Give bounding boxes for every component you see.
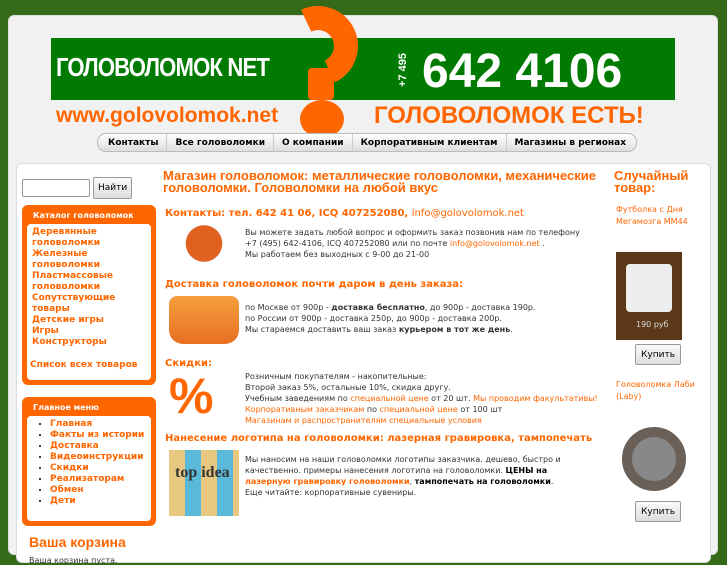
all-products-link[interactable]: Список всех товаров (30, 360, 138, 370)
product-link[interactable]: Футболка с Дня Мегамозга ММ44 (616, 205, 688, 226)
laser-engraving-link[interactable]: лазерную гравировку головоломки (245, 477, 410, 486)
contacts-line: +7 (495) 642-4106, ICQ 407252080 или по почте info@golovolomok.net . (245, 239, 545, 248)
search-input[interactable] (22, 179, 90, 197)
discount-text-part: от 100 шт (457, 405, 503, 414)
laby-puzzle-image[interactable] (622, 427, 686, 491)
catalog-item[interactable]: Сопутствующие товары (32, 293, 116, 314)
corporate-link[interactable]: Корпоративным заказчикам (245, 405, 365, 414)
product-price: 190 руб (636, 320, 669, 329)
prices-label: ЦЕНЫ на (505, 466, 548, 475)
telephone-image (169, 221, 239, 271)
delivery-text-part: Мы стараемся доставить ваш заказ (245, 325, 399, 334)
cart (22, 534, 156, 565)
discount-text-part: по (364, 405, 380, 414)
courier-same-day: курьером в тот же день (398, 325, 511, 334)
contacts-section (163, 219, 603, 279)
delivery-heading: Доставка головоломок почти даром в день заказа: (165, 279, 464, 290)
page-title: Магазин головоломок: металлические головоломки, механические головоломки. Головоломки на любой вкус (163, 168, 596, 195)
buy-button[interactable]: Купить (635, 501, 681, 522)
discounts-heading: Скидки: (165, 358, 213, 369)
menu-item-history[interactable]: Факты из истории (50, 430, 145, 440)
phone-prefix: +7 495 (397, 53, 409, 87)
delivery-section (163, 290, 603, 352)
random-product-title: Случайный товар: (614, 168, 689, 195)
logo-text: Мы наносим на наши головоломки логотипы заказчика. дешево, быстро и качественно. примеры нанесения логотипа на головоломки. ЦЕНЫ на лазерную гравировку головоломки, тампопечать на головоломки. Еще читайте: корпоративные сувениры. (245, 454, 595, 498)
discounts-text (245, 371, 598, 426)
discount-line: Второй заказ 5%, остальные 10%, скидка другу. (245, 383, 451, 392)
menu-item-resellers[interactable]: Реализаторам (50, 474, 125, 484)
logo-text-line: Еще читайте: корпоративные сувениры. (245, 488, 417, 497)
main-menu-box (22, 397, 156, 526)
left-sidebar (22, 177, 156, 565)
site-url: www.golovolomok.net (56, 104, 279, 127)
catalog-item[interactable]: Пластмассовые головоломки (32, 271, 113, 292)
tshirt-image[interactable] (616, 252, 682, 340)
delivery-line: по России от 900р - доставка 250р, до 900р - доставка 200р. (245, 314, 502, 323)
menu-item-delivery[interactable]: Доставка (50, 441, 99, 451)
delivery-line: Мы стараемся доставить ваш заказ курьером в тот же день. (245, 325, 513, 334)
contacts-text (245, 227, 580, 260)
nav-about[interactable]: О компании (274, 134, 353, 151)
logo-section (163, 444, 603, 506)
menu-item-videos[interactable]: Видеоинструкции (50, 452, 144, 462)
email-link[interactable]: info@golovolomok.net (411, 208, 524, 219)
discount-text-part: Учебным заведениям по (245, 394, 351, 403)
cart-title: Ваша корзина (29, 534, 126, 550)
contacts-heading (165, 208, 603, 219)
discount-line (245, 393, 598, 404)
catalog-item[interactable]: Игры (32, 326, 59, 336)
menu-item-exchange[interactable]: Обмен (50, 485, 84, 495)
delivery-text-part: по Москве от 900р - (245, 303, 332, 312)
catalog-item[interactable]: Железные головоломки (32, 249, 101, 270)
contacts-line-text: +7 (495) 642-4106, ICQ 407252080 или по почте (245, 239, 448, 248)
site-logo[interactable]: ГОЛОВОЛОМОК NET (56, 52, 270, 82)
electives-link[interactable]: Мы проводим факультативы! (473, 394, 598, 403)
search-form (22, 177, 156, 199)
contacts-heading-text: Контакты: тел. 642 41 06, ICQ 407252080, (165, 208, 409, 219)
percent-icon: % (169, 368, 214, 424)
question-mark-stem (308, 68, 334, 100)
discount-line: Розничным покупателям - накопительные: (245, 372, 427, 381)
email-link[interactable]: info@golovolomok.net (449, 239, 540, 248)
catalog-item[interactable]: Деревянные головоломки (32, 227, 101, 248)
contacts-line: Мы работаем без выходных с 9-00 до 21-00 (245, 250, 430, 259)
menu-item-home[interactable]: Главная (50, 419, 93, 429)
tshirt-shape (626, 264, 672, 312)
logo-heading: Нанесение логотипа на головоломки: лазерная гравировка, тампопечать (165, 433, 593, 444)
catalog-box (22, 205, 156, 385)
cart-status: Ваша корзина пуста. (29, 556, 118, 565)
resellers-link[interactable]: Магазинам и распространителям специальные условия (245, 416, 482, 425)
top-nav (97, 133, 637, 152)
discount-line (245, 404, 598, 415)
menu-item-kids[interactable]: Дети (50, 496, 76, 506)
buy-button[interactable]: Купить (635, 344, 681, 365)
special-price-link[interactable]: специальной цене (379, 405, 458, 414)
header-phone: 642 4106 (422, 45, 623, 98)
discount-text-part: от 20 шт. (428, 394, 474, 403)
product-link[interactable]: Головоломка Лаби (Laby) (616, 380, 695, 401)
delivery-text-part: , до 900р - доставка 190р. (424, 303, 536, 312)
nav-all-puzzles[interactable]: Все головоломки (167, 134, 274, 151)
nav-regions[interactable]: Магазины в регионах (514, 138, 627, 148)
delivery-line (245, 302, 536, 313)
delivery-text (245, 302, 536, 335)
top-idea-image: top idea (169, 450, 239, 516)
logo-text-part: Мы наносим на наши головоломки логотипы заказчика. дешево, быстро и качественно. примеры нанесения логотипа на головоломки. (245, 455, 561, 475)
main-content (163, 170, 603, 506)
search-button[interactable]: Найти (93, 177, 132, 199)
random-product-sidebar (612, 170, 704, 522)
question-mark-logo (278, 6, 368, 136)
catalog-item[interactable]: Детские игры (32, 315, 104, 325)
pad-printing-link[interactable]: тампопечать на головоломки (414, 477, 551, 486)
menu-item-discounts[interactable]: Скидки (50, 463, 89, 473)
main-menu-title: Главное меню (33, 403, 99, 412)
special-price-link[interactable]: специальной цене (350, 394, 429, 403)
nav-contacts[interactable]: Контакты (100, 134, 168, 151)
nav-corporate[interactable]: Корпоративным клиентам (353, 134, 507, 151)
contacts-line: Вы можете задать любой вопрос и оформить заказ позвонив нам по телефону (245, 228, 580, 237)
free-delivery: доставка бесплатно (331, 303, 425, 312)
catalog-item[interactable]: Конструкторы (32, 337, 107, 347)
truck-image (169, 296, 239, 344)
discounts-section (163, 369, 603, 433)
catalog-title: Каталог головоломок (33, 211, 134, 220)
slogan: ГОЛОВОЛОМОК ЕСТЬ! (374, 102, 644, 129)
